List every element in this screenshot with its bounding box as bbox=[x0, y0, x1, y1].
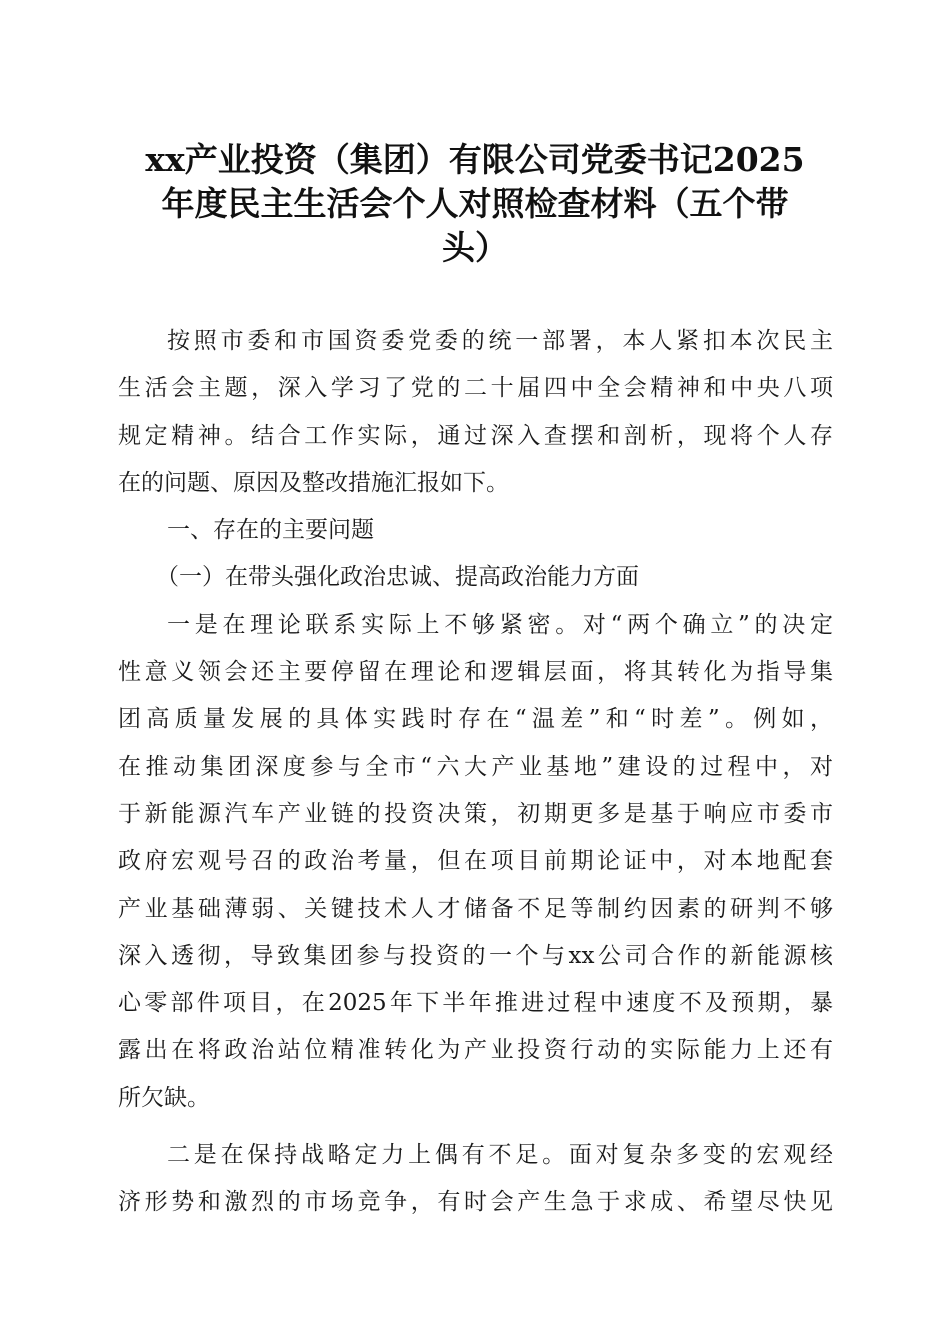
intro-paragraph bbox=[118, 318, 833, 507]
paragraph-line: 济形势和激烈的市场竞争，有时会产生急于求成、希望尽快见 bbox=[118, 1189, 833, 1216]
paragraph-line bbox=[118, 602, 833, 649]
paragraph-line: 性意义领会还主要停留在理论和逻辑层面，将其转化为指导集 bbox=[118, 659, 833, 686]
title-line: 头） bbox=[442, 228, 508, 267]
paragraph-line: 所欠缺。 bbox=[118, 1084, 210, 1111]
paragraph-line: 于新能源汽车产业链的投资决策，初期更多是基于响应市委市 bbox=[118, 800, 833, 827]
paragraph-line: 规定精神。结合工作实际，通过深入查摆和剖析，现将个人存 bbox=[118, 422, 833, 449]
document-body bbox=[118, 318, 833, 1227]
paragraph-line: 产业基础薄弱、关键技术人才储备不足等制约因素的研判不够 bbox=[118, 895, 833, 922]
point-lead: 二是在保持战略定力上偶有不足。 bbox=[167, 1142, 569, 1169]
paragraph-line: 团高质量发展的具体实践时存在“温差”和“时差”。例如， bbox=[118, 706, 833, 733]
paragraph-line: 在的问题、原因及整改措施汇报如下。 bbox=[118, 469, 509, 496]
paragraph-line bbox=[118, 1132, 833, 1179]
document-title bbox=[120, 138, 830, 270]
paragraph-line: 深入透彻，导致集团参与投资的一个与xx公司合作的新能源核 bbox=[118, 942, 833, 969]
paragraph-line: 在推动集团深度参与全市“六大产业基地”建设的过程中，对 bbox=[118, 753, 833, 780]
point-text: 面对复杂多变的宏观经 bbox=[568, 1142, 834, 1169]
paragraph-line: 露出在将政治站位精准转化为产业投资行动的实际能力上还有 bbox=[118, 1037, 833, 1064]
paragraph-line: 按照市委和市国资委党委的统一部署，本人紧扣本次民主 bbox=[167, 328, 833, 354]
paragraph-gap bbox=[118, 1122, 833, 1132]
paragraph-line: 心零部件项目，在2025年下半年推进过程中速度不及预期，暴 bbox=[118, 990, 833, 1017]
point-one-paragraph bbox=[118, 602, 833, 1122]
title-line: xx产业投资（集团）有限公司党委书记2025 bbox=[145, 140, 805, 179]
paragraph-line: 生活会主题，深入学习了党的二十届四中全会精神和中央八项 bbox=[118, 375, 833, 402]
point-lead: 一是在理论联系实际上不够紧密。 bbox=[167, 611, 583, 638]
subsection-heading: （一）在带头强化政治忠诚、提高政治能力方面 bbox=[156, 564, 639, 591]
point-text: 对“两个确立”的决定 bbox=[582, 611, 833, 638]
point-two-paragraph bbox=[118, 1132, 833, 1227]
title-line: 年度民主生活会个人对照检查材料（五个带 bbox=[161, 184, 789, 223]
paragraph-line: 政府宏观号召的政治考量，但在项目前期论证中，对本地配套 bbox=[118, 848, 833, 875]
section-heading: 一、存在的主要问题 bbox=[167, 517, 374, 544]
